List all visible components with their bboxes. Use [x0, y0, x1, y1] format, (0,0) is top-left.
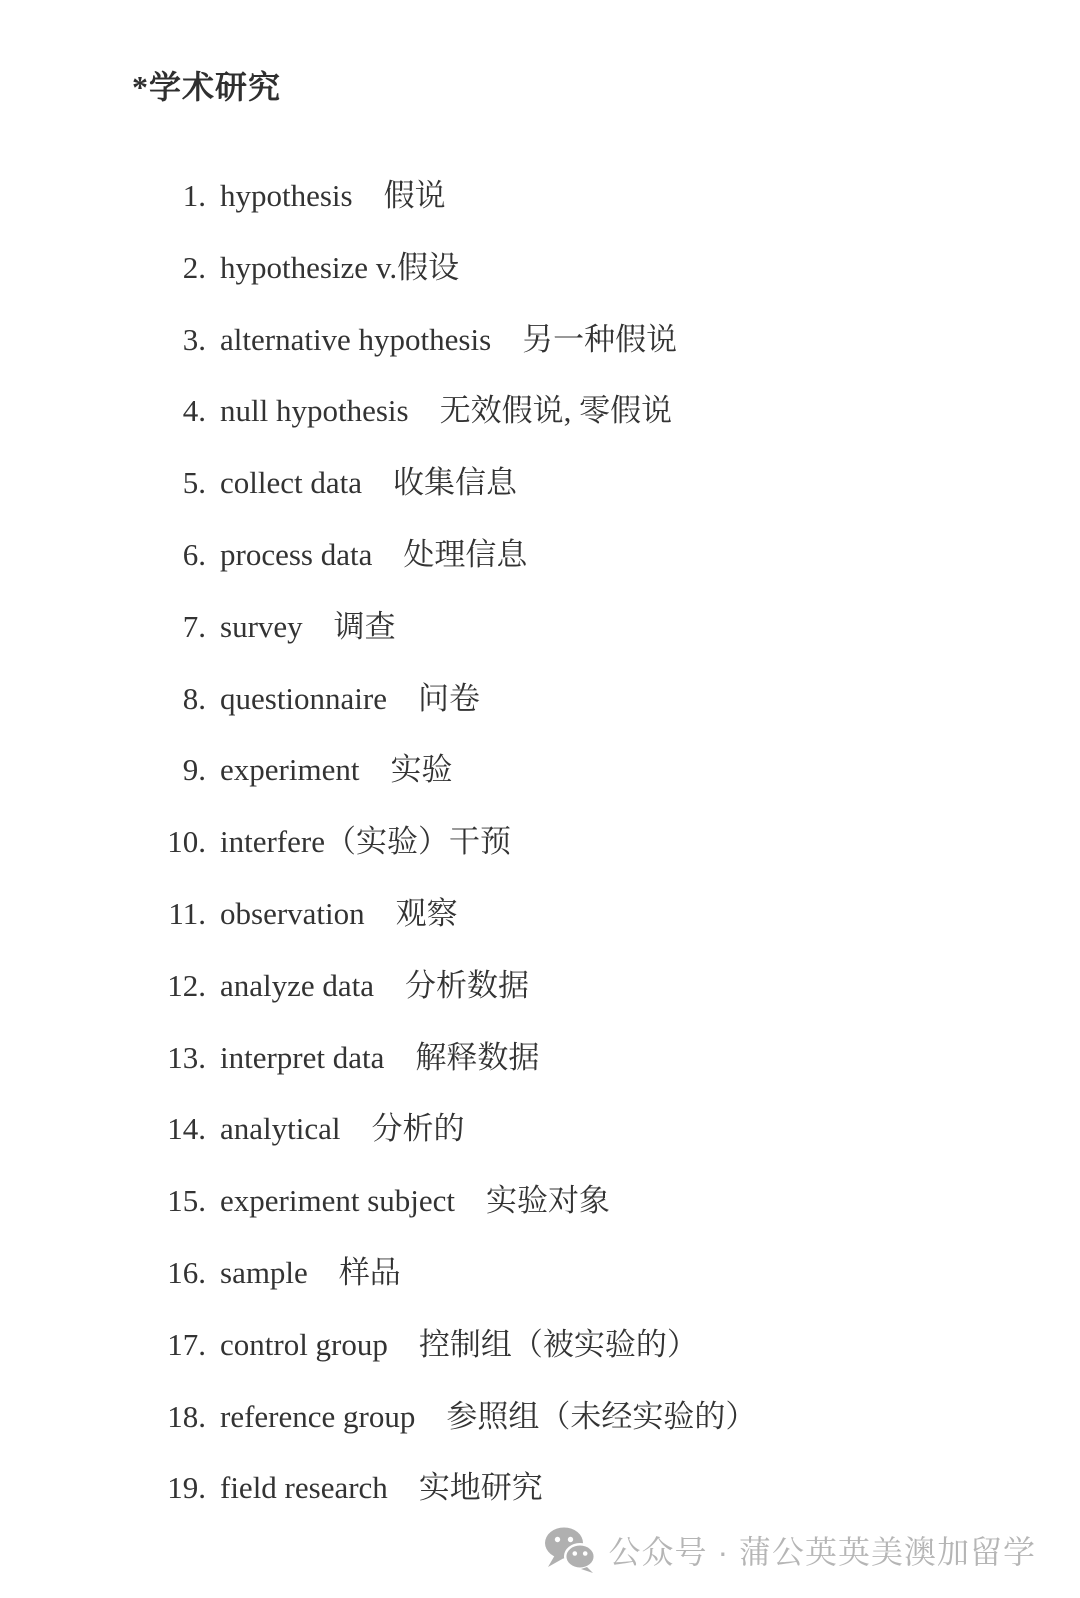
item-english-term: collect data [220, 465, 362, 501]
item-separator [384, 1038, 415, 1078]
item-separator [353, 176, 384, 216]
item-chinese-translation: 假说 [383, 178, 446, 213]
item-chinese-translation: 问卷 [418, 680, 481, 716]
item-separator [374, 966, 405, 1006]
list-item [160, 1109, 1040, 1149]
item-english-term: process data [220, 536, 373, 572]
item-chinese-translation: v.假设 [375, 249, 460, 285]
item-number: 17. [167, 1326, 206, 1362]
item-number: 19. [167, 1470, 206, 1506]
list-item [160, 391, 1040, 431]
list-item [160, 1468, 1040, 1508]
item-english-term: analyze data [220, 967, 375, 1003]
item-separator [372, 535, 403, 575]
item-number: 11. [168, 895, 206, 931]
item-number: 2. [182, 249, 206, 285]
watermark-text: 公众号 · 蒲公英英美澳加留学 [608, 1533, 1036, 1570]
item-number: 4. [182, 393, 206, 429]
item-english-term: field research [220, 1470, 388, 1506]
item-english-term: alternative hypothesis [220, 321, 492, 357]
list-item [160, 176, 1040, 216]
list-item [160, 750, 1040, 790]
watermark [544, 1526, 1036, 1573]
item-english-term: observation [220, 895, 365, 931]
item-number: 6. [182, 536, 206, 572]
item-separator [415, 1397, 446, 1437]
item-chinese-translation: 参照组（未经实验的） [446, 1398, 757, 1434]
item-number: 16. [167, 1254, 206, 1290]
item-chinese-translation: 实验对象 [486, 1183, 610, 1219]
item-chinese-translation: 解释数据 [415, 1039, 540, 1075]
item-number: 7. [182, 608, 206, 644]
item-number: 1. [182, 178, 206, 213]
item-english-term: questionnaire [220, 680, 388, 716]
item-chinese-translation: 收集信息 [393, 465, 517, 501]
item-separator [387, 679, 418, 719]
item-chinese-translation: 分析数据 [405, 967, 530, 1003]
list-item [160, 822, 1040, 862]
list-item [160, 248, 1040, 288]
item-english-term: null hypothesis [220, 393, 409, 429]
list-item [160, 679, 1040, 719]
item-number: 18. [167, 1398, 206, 1434]
item-separator [362, 463, 393, 503]
item-chinese-translation: 观察 [395, 895, 458, 931]
wechat-icon [544, 1526, 596, 1573]
list-item [160, 966, 1040, 1006]
list-item [160, 894, 1040, 934]
item-chinese-translation: 另一种假说 [522, 321, 678, 357]
item-chinese-translation: 实地研究 [418, 1470, 543, 1506]
item-number: 14. [167, 1111, 206, 1147]
item-chinese-translation: 无效假说, 零假说 [439, 393, 673, 429]
item-chinese-translation: 调查 [333, 608, 396, 644]
item-english-term: reference group [220, 1398, 416, 1434]
list-item [160, 463, 1040, 503]
item-separator [365, 894, 396, 934]
item-english-term: interpret data [220, 1039, 385, 1075]
item-english-term: interfere [220, 824, 325, 860]
item-separator [491, 320, 522, 360]
list-item [160, 607, 1040, 647]
list-item [160, 1397, 1040, 1437]
list-item [160, 1038, 1040, 1078]
item-separator [388, 1325, 419, 1365]
item-separator [368, 248, 376, 288]
item-number: 5. [182, 465, 206, 501]
item-english-term: experiment [220, 752, 360, 788]
list-item [160, 1181, 1040, 1221]
item-separator [359, 750, 390, 790]
item-english-term: control group [220, 1326, 388, 1362]
item-number: 15. [167, 1183, 206, 1219]
item-number: 8. [182, 680, 206, 716]
item-number: 12. [167, 967, 206, 1003]
item-number: 9. [182, 752, 206, 788]
item-chinese-translation: 控制组（被实验的） [418, 1326, 698, 1362]
item-chinese-translation: 实验 [390, 752, 453, 788]
vocab-list [160, 176, 1040, 1540]
item-separator [409, 391, 440, 431]
item-chinese-translation: 分析的 [371, 1111, 465, 1147]
list-item [160, 1253, 1040, 1293]
item-english-term: hypothesis [220, 178, 353, 213]
page-title: *学术研究 [132, 69, 282, 105]
item-chinese-translation: 样品 [338, 1254, 401, 1290]
item-english-term: experiment subject [220, 1183, 455, 1219]
item-number: 10. [167, 824, 206, 860]
item-english-term: hypothesize [220, 249, 369, 285]
item-number: 13. [167, 1039, 206, 1075]
list-item [160, 535, 1040, 575]
item-english-term: sample [220, 1254, 308, 1290]
item-english-term: analytical [220, 1111, 341, 1147]
item-english-term: survey [220, 608, 303, 644]
item-number: 3. [182, 321, 206, 357]
item-separator [303, 607, 334, 647]
item-separator [388, 1468, 419, 1508]
item-chinese-translation: 处理信息 [403, 536, 528, 572]
list-item [160, 1325, 1040, 1365]
item-separator [341, 1109, 372, 1149]
item-separator [455, 1181, 486, 1221]
item-chinese-translation: （实验）干预 [324, 824, 511, 860]
item-separator [308, 1253, 339, 1293]
list-item [160, 320, 1040, 360]
